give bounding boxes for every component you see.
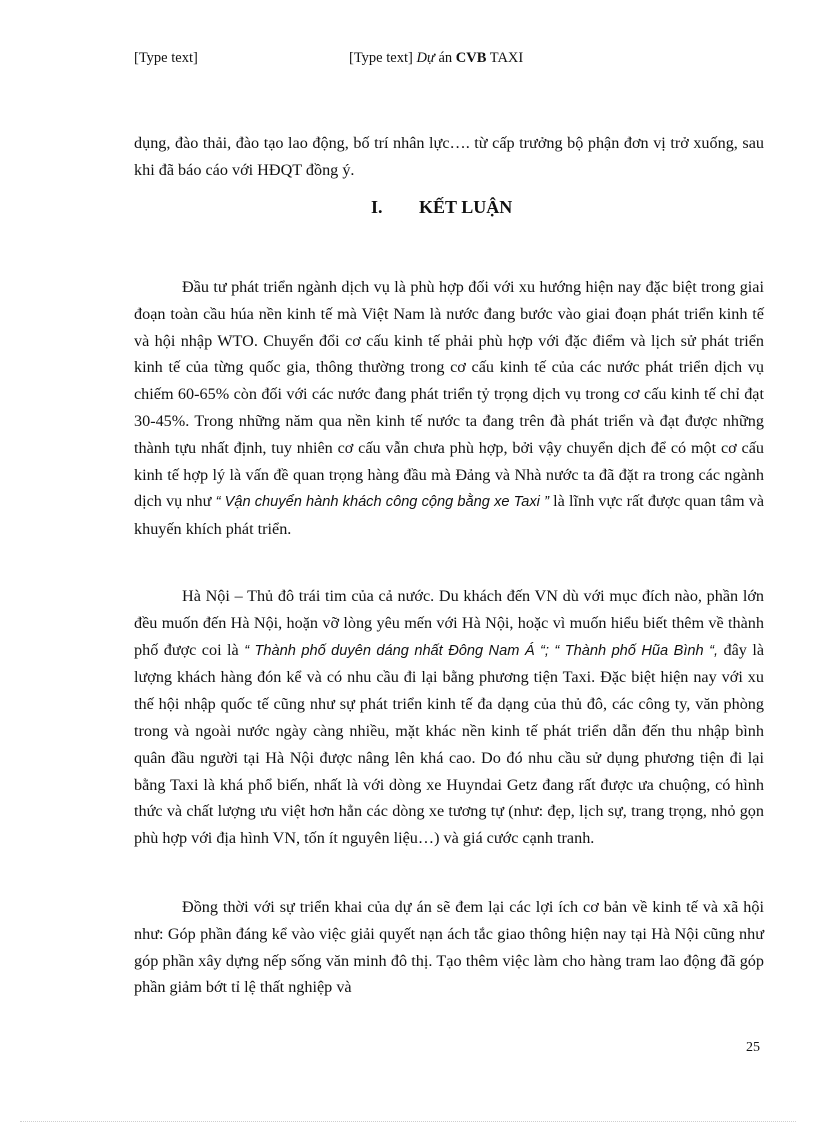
paragraph-investment <box>134 274 764 543</box>
paragraph-hanoi-ending: đây là lượng khách hàng đón kể và có nhu cầu đi lại bằng phương tiện Taxi. Đặc biệt hiện nay với xu thế hội nhập quốc tế cũng như sự phát triển kinh tế đa dạng của thủ đô, các công ty, văn phòng trong và ngoài nước ngày càng nhiều, mặt khác nền kinh tế phát triển dẫn đến thu nhập bình quân đầu người tại Hà Nội được nâng lên khá cao. Do đó nhu cầu sử dụng phương tiện đi lại bằng Taxi là khá phổ biến, nhất là với dòng xe Huyndai Getz đang rất được ưa chuộng, có hình thức và chất lượng ưu việt hơn hẳn các dòng xe tương tự (như: đẹp, lịch sự, trang trọng, nhỏ gọn phù hợp với địa hình VN, tốn ít nguyên liệu…) và giá cước cạnh tranh. <box>134 640 764 848</box>
header-project-word: Dự <box>416 50 435 66</box>
header-project-brand: CVB <box>455 50 487 66</box>
header-project-suffix: TAXI <box>486 50 524 66</box>
paragraph-benefits: Đồng thời với sự triển khai của dự án sẽ đem lại các lợi ích cơ bản về kinh tế và xã hội như: Góp phần đáng kể vào việc giải quyết nạn ách tắc giao thông hiện nay tại Hà Nội cũng như góp phần xây dựng nếp sống văn minh đô thị. Tạo thêm việc làm cho hàng tram lao động đã góp phần giảm bớt tỉ lệ thất nghiệp và <box>134 898 764 997</box>
section-number: I. <box>371 197 383 217</box>
paragraph-investment-text: Đầu tư phát triển ngành dịch vụ là phù hợp đối với xu hướng hiện nay đặc biệt trong giai đoạn toàn cầu húa nền kinh tế mà Việt Nam là nước đang bước vào giai đoạn phát triển kinh tế và hội nhập WTO. Chuyển đổi cơ cấu kinh tế phải phù hợp với đặc điểm và lịch sử phát triển kinh tế của từng quốc gia, thông thường trong cơ cấu kinh tế của các nước phát triển dịch vụ chiếm 60-65% còn đối với các nước đang phát triển tỷ trọng dịch vụ trong cơ cấu kinh tế chỉ đạt 30-45%. Trong những năm qua nền kinh tế nước ta đang trên đà phát triển và đạt được những thành tựu nhất định, tuy nhiên cơ cấu vẫn chưa phù hợp, bởi vậy chuyển dịch để có một cơ cấu kinh tế hợp lý là vấn đề quan trọng hàng đầu mà Đảng và Nhà nước ta đã đặt ra trong các ngành dịch vụ như <box>134 278 764 511</box>
paragraph-investment-ending: là lĩnh vực rất được quan tâm và khuyến khích phát triển. <box>134 492 764 539</box>
header-left-placeholder: [Type text] <box>134 50 198 66</box>
header-center-placeholder: [Type text] <box>349 50 413 66</box>
paragraph-investment-quote: “ Vận chuyển hành khách công cộng bằng xe Taxi ” <box>215 494 549 511</box>
header-center <box>349 50 523 67</box>
paragraph-hanoi-quote: “ Thành phố duyên dáng nhất Đông Nam Á “; “ Thành phố Hũa Bình “, <box>244 642 719 659</box>
paragraph-hanoi <box>134 583 764 852</box>
page-number: 25 <box>746 1040 760 1055</box>
page-header <box>134 50 774 70</box>
section-title: KẾT LUẬN <box>419 197 513 217</box>
paragraph-hanoi-text: Hà Nội – Thủ đô trái tim của cả nước. Du khách đến VN dù với mục đích nào, phần lớn đều muốn đến Hà Nội, hoặn vỡ lòng yêu mến với Hà Nội, hoặc vì muốn hiểu biết thêm về thành phố được coi là <box>134 587 764 659</box>
page-bottom-rule <box>20 1121 796 1122</box>
header-project-mid: án <box>434 50 456 66</box>
paragraph-continued: dụng, đào thải, đào tạo lao động, bố trí nhân lực…. từ cấp trưởng bộ phận đơn vị trở xuống, sau khi đã báo cáo với HĐQT đồng ý. <box>134 134 764 179</box>
